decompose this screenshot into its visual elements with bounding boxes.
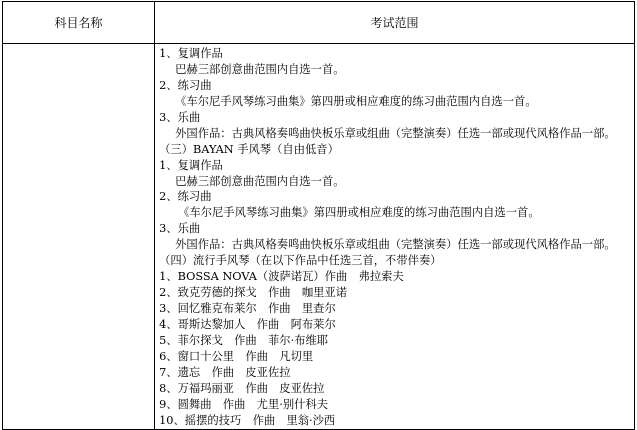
scope-line: 外国作品：古典风格奏鸣曲快板乐章或组曲（完整演奏）任选一部或现代风格作品一部。 (175, 238, 616, 252)
scope-line: 8、万福玛丽亚 作曲 皮亚佐拉 (159, 381, 325, 395)
scope-line: 外国作品：古典风格奏鸣曲快板乐章或组曲（完整演奏）任选一部或现代风格作品一部。 (175, 126, 616, 140)
scope-line: 1、复调作品 (159, 158, 223, 172)
scope-line: 3、乐曲 (159, 110, 201, 124)
scope-line: 9、圆舞曲 作曲 尤里·别什科夫 (159, 397, 329, 411)
header-subject-name: 科目名称 (3, 2, 155, 44)
scope-line: 3、回忆雅克布莱尔 作曲 里查尔 (159, 302, 336, 315)
scope-line: 1、BOSSA NOVA（波萨诺瓦）作曲 弗拉索夫 (159, 270, 404, 284)
scope-line: 2、练习曲 (159, 190, 212, 204)
scope-line: （三）BAYAN 手风琴（自由低音） (159, 142, 339, 156)
exam-scope-cell (155, 44, 635, 430)
header-exam-scope: 考试范围 (155, 2, 635, 44)
scope-line: 1、复调作品 (159, 47, 223, 60)
scope-line: 巴赫三部创意曲范围内自选一首。 (175, 62, 345, 76)
scope-line: 10、摇摆的技巧 作曲 里翁·沙西 (159, 413, 336, 427)
scope-line: 2、练习曲 (159, 78, 212, 92)
scope-line: 巴赫三部创意曲范围内自选一首。 (175, 174, 345, 188)
scope-line: 《车尔尼手风琴练习曲集》第四册或相应难度的练习曲范围内自选一首。 (175, 94, 537, 108)
scope-line: 7、遗忘 作曲 皮亚佐拉 (159, 365, 291, 379)
scope-line: 6、窗口十公里 作曲 凡切里 (159, 349, 314, 363)
scope-line: （四）流行手风琴（在以下作品中任选三首，不带伴奏） (159, 254, 442, 268)
exam-scope-content (155, 44, 634, 429)
scope-line: 2、致克劳德的探戈 作曲 咖里亚诺 (159, 286, 348, 300)
subject-name-cell (3, 44, 155, 430)
scope-line: 4、哥斯达黎加人 作曲 阿布莱尔 (159, 317, 336, 331)
scope-line: 《车尔尼手风琴练习曲集》第四册或相应难度的练习曲范围内自选一首。 (178, 206, 540, 220)
scope-line: 3、乐曲 (159, 222, 201, 236)
table-row (3, 44, 635, 430)
exam-scope-table (2, 1, 635, 430)
header-row (3, 2, 635, 44)
scope-line: 5、菲尔探戈 作曲 菲尔·布维耶 (159, 333, 329, 347)
